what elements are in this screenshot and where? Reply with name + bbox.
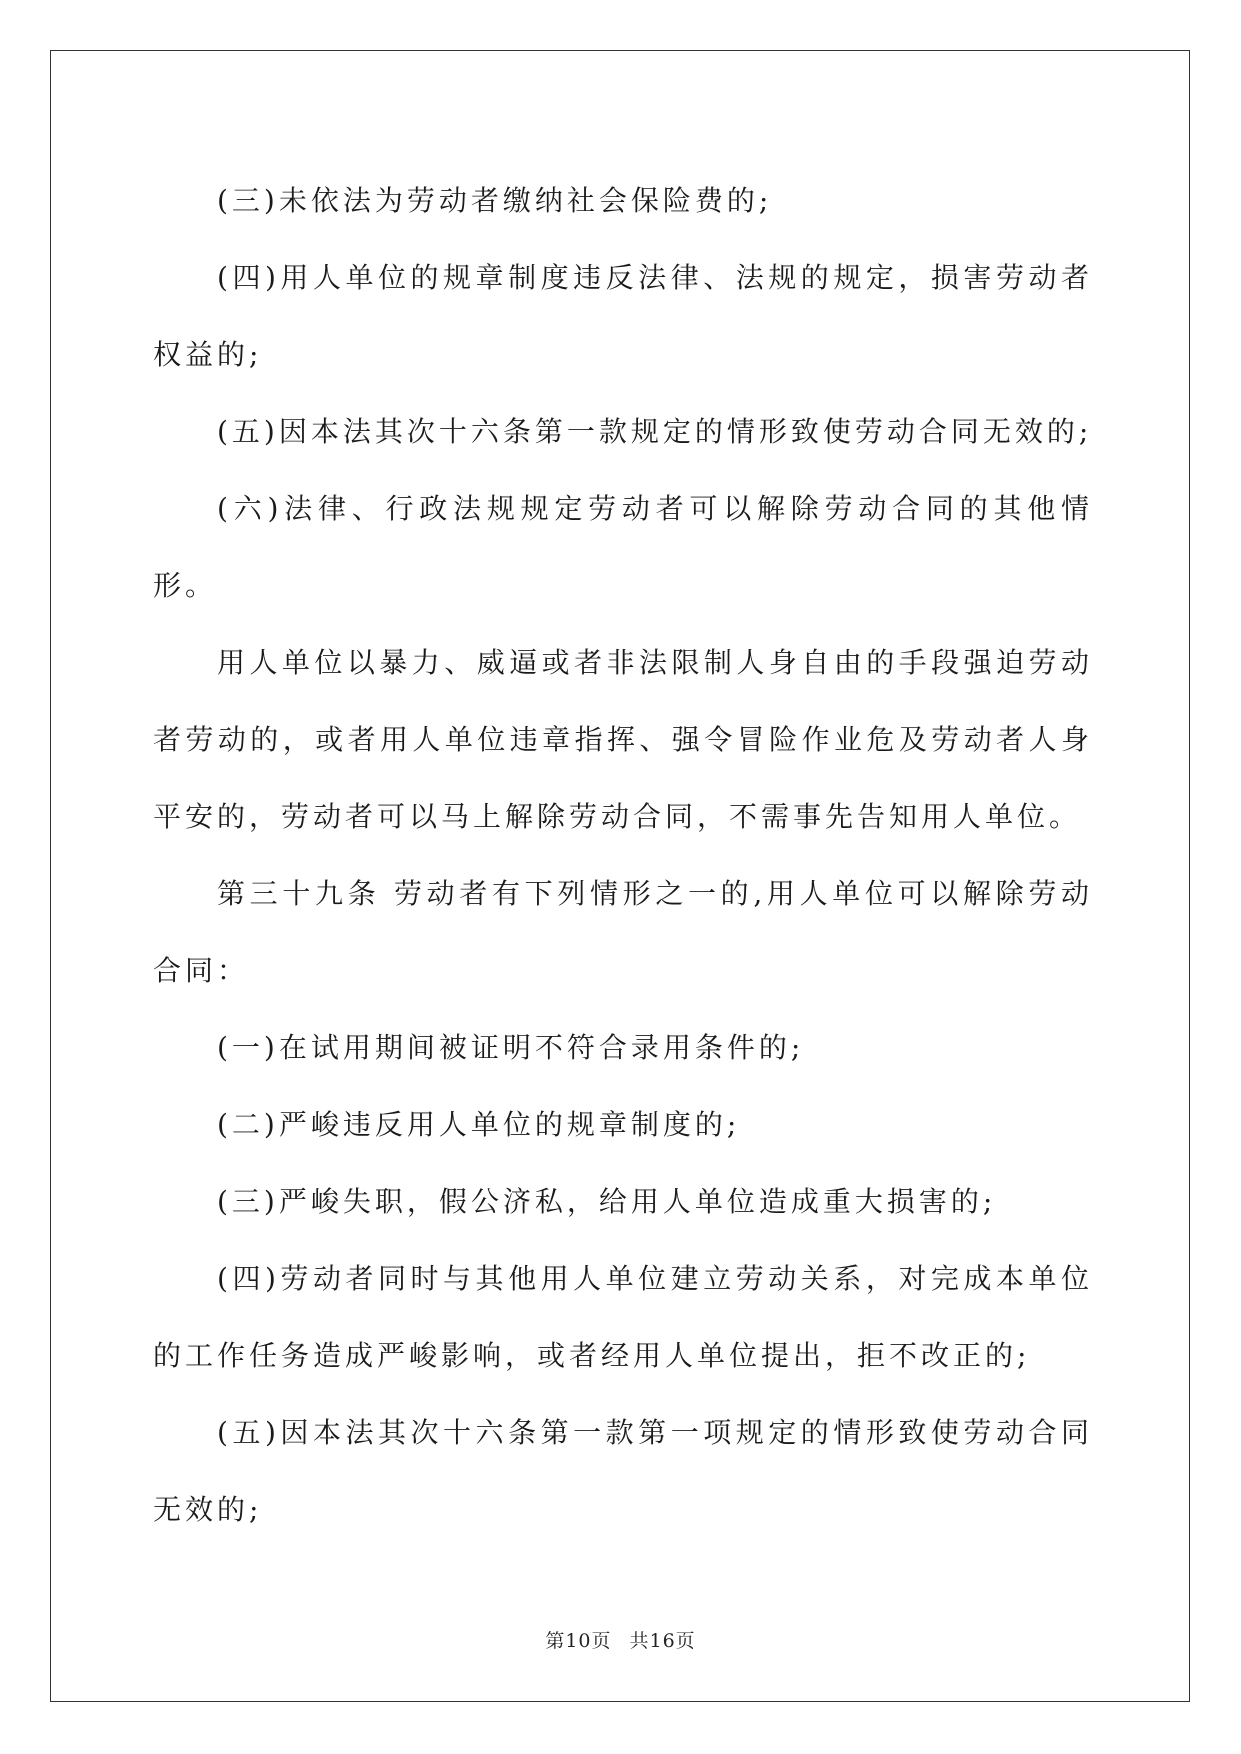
paragraph-clause-6: (六)法律、行政法规规定劳动者可以解除劳动合同的其他情形。 — [153, 492, 1093, 602]
document-body — [153, 162, 1093, 1548]
paragraph-article-39-item-3: (三)严峻失职，假公济私，给用人单位造成重大损害的; — [217, 1185, 997, 1218]
page-number: 第10页 — [545, 1630, 612, 1652]
paragraph-article-39-item-4: (四)劳动者同时与其他用人单位建立劳动关系，对完成本单位的工作任务造成严峻影响，或者经用人单位提出，拒不改正的; — [153, 1262, 1093, 1372]
paragraph-clause-3: (三)未依法为劳动者缴纳社会保险费的; — [217, 184, 773, 217]
paragraph-article-39-item-2: (二)严峻违反用人单位的规章制度的; — [217, 1108, 741, 1141]
paragraph-article-39: 第三十九条 劳动者有下列情形之一的,用人单位可以解除劳动合同： — [153, 877, 1093, 987]
page-total: 共16页 — [629, 1630, 696, 1652]
paragraph-article-39-item-5: (五)因本法其次十六条第一款第一项规定的情形致使劳动合同无效的; — [153, 1416, 1093, 1526]
page-footer — [0, 1626, 1241, 1653]
paragraph-immediate-termination: 用人单位以暴力、威逼或者非法限制人身自由的手段强迫劳动者劳动的，或者用人单位违章指挥、强令冒险作业危及劳动者人身平安的，劳动者可以马上解除劳动合同，不需事先告知用人单位。 — [153, 646, 1093, 833]
paragraph-clause-5: (五)因本法其次十六条第一款规定的情形致使劳动合同无效的; — [217, 415, 1093, 448]
paragraph-clause-4: (四)用人单位的规章制度违反法律、法规的规定，损害劳动者权益的; — [153, 261, 1093, 371]
paragraph-article-39-item-1: (一)在试用期间被证明不符合录用条件的; — [217, 1031, 805, 1064]
